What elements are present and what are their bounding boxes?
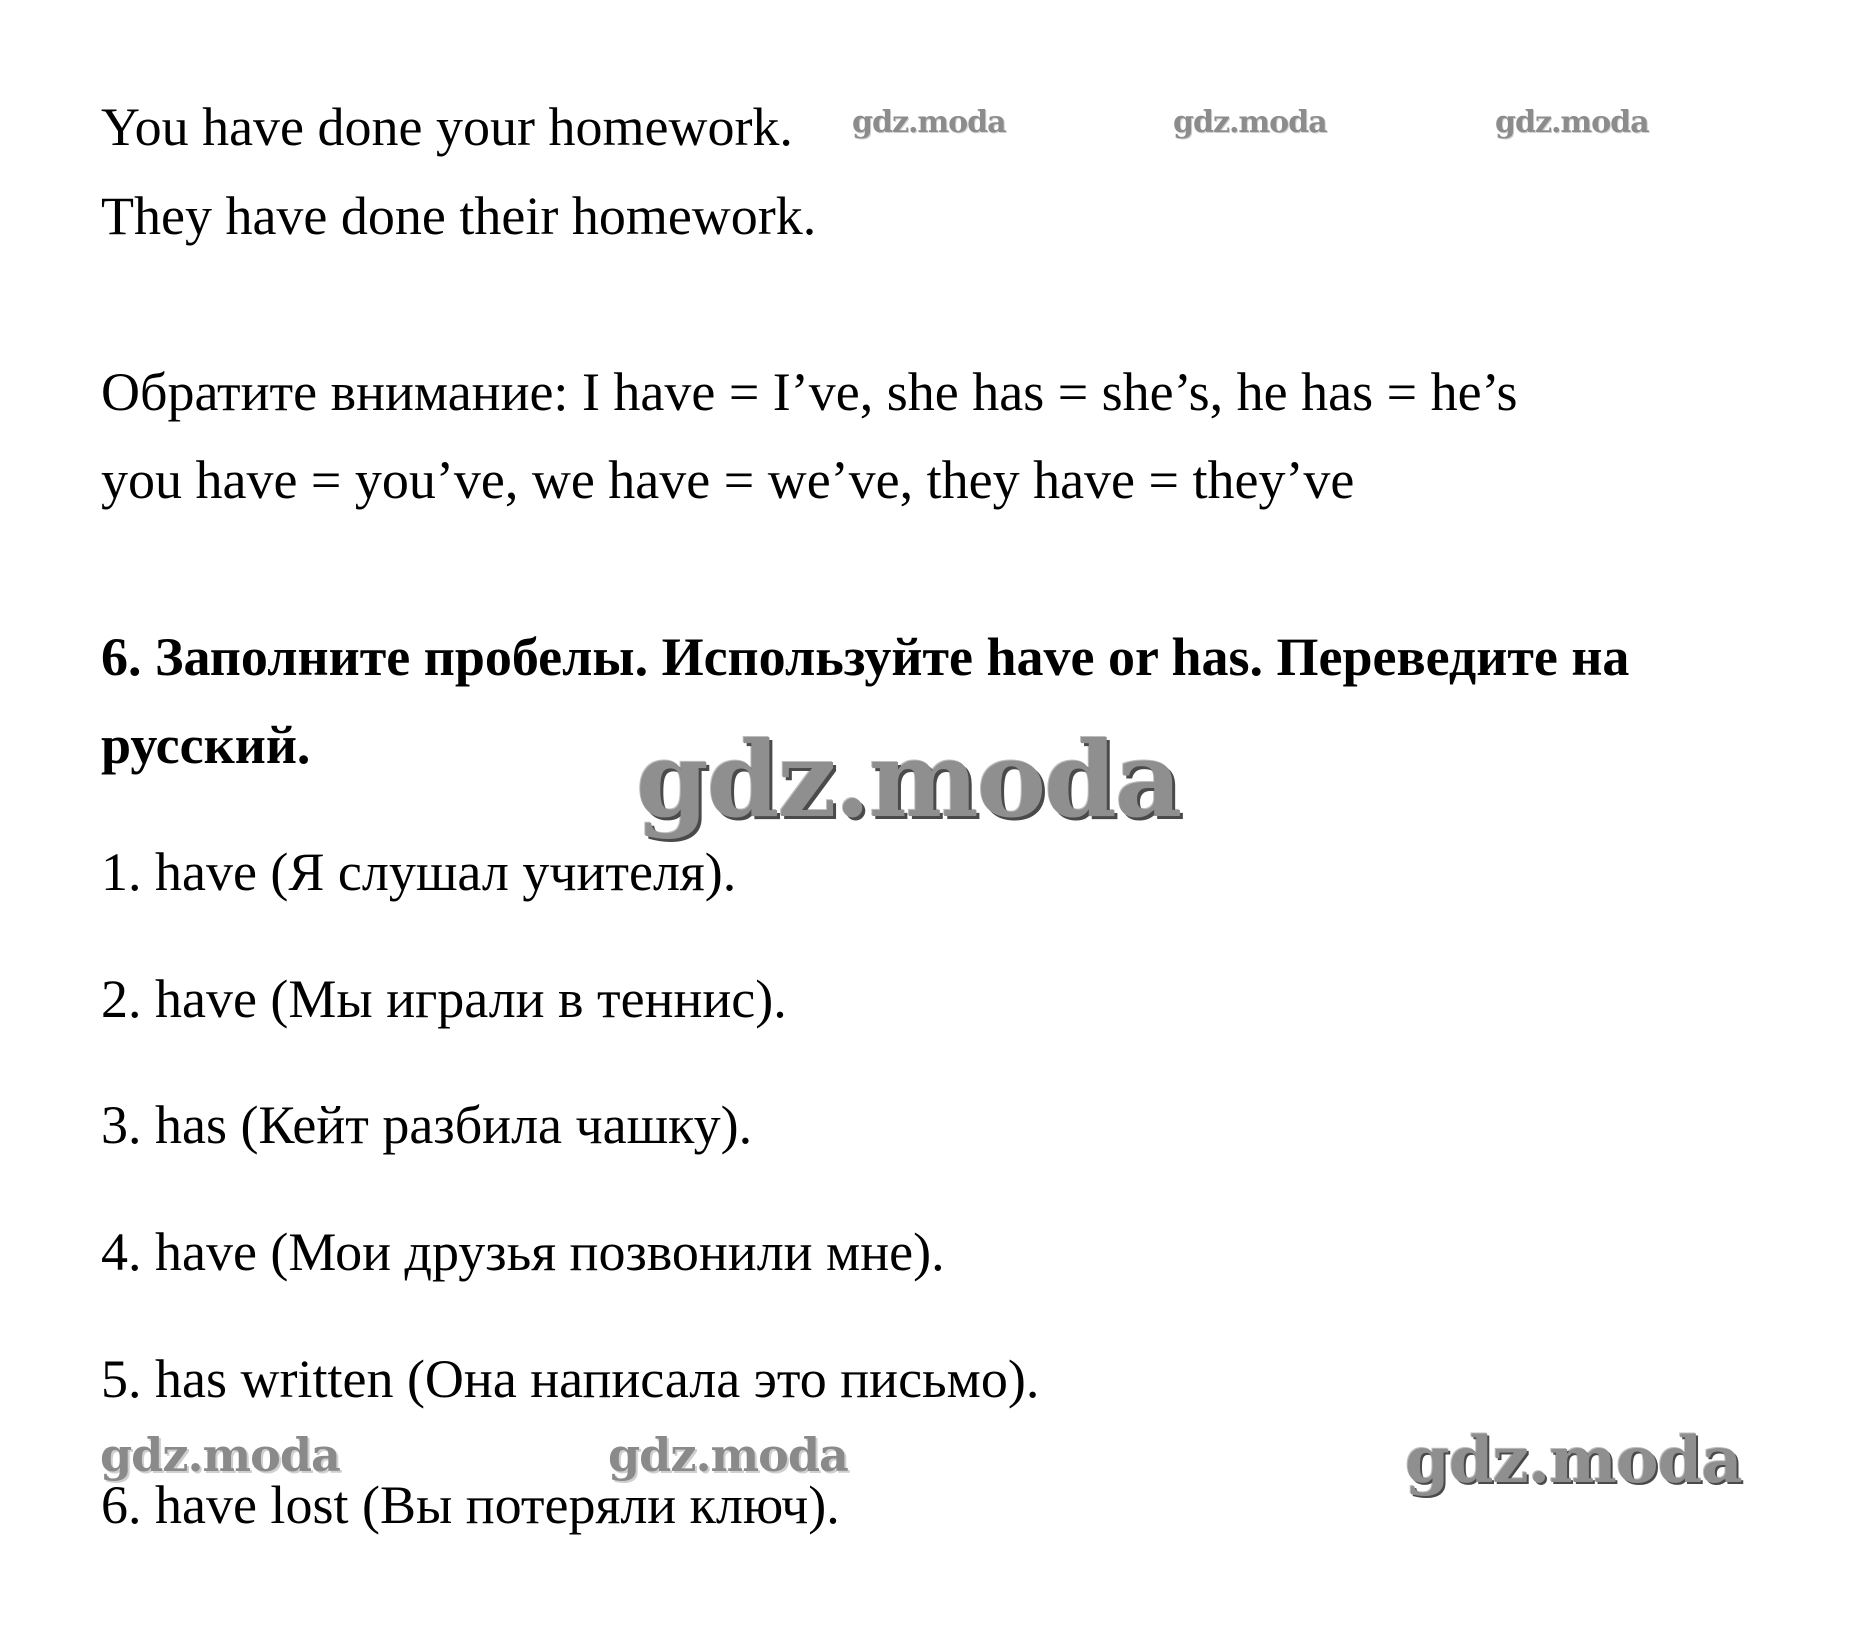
- answer-6: 6. have lost (Вы потеряли ключ).: [101, 1475, 840, 1535]
- note-line-1: Обратите внимание: I have = I’ve, she has = she’s, he has = he’s: [101, 362, 1518, 422]
- watermark-bottom-right: gdz.moda: [1405, 1423, 1742, 1498]
- answer-5: 5. has written (Она написала это письмо).: [101, 1349, 1040, 1409]
- text-line-1: You have done your homework.: [101, 97, 793, 157]
- task-heading-line-2: русский.: [101, 715, 311, 775]
- answer-4: 4. have (Мои друзья позвонили мне).: [101, 1222, 945, 1282]
- watermark-bottom-center: gdz.moda: [608, 1428, 848, 1482]
- watermark-top-1: gdz.moda: [852, 105, 1006, 140]
- note-line-2: you have = you’ve, we have = we’ve, they have = they’ve: [101, 450, 1355, 510]
- text-line-2: They have done their homework.: [101, 186, 817, 246]
- answer-3: 3. has (Кейт разбила чашку).: [101, 1095, 753, 1155]
- task-heading-line-1: 6. Заполните пробелы. Используйте have or has. Переведите на: [101, 627, 1630, 687]
- watermark-bottom-left: gdz.moda: [100, 1428, 340, 1482]
- watermark-top-2: gdz.moda: [1173, 105, 1327, 140]
- watermark-center-large: gdz.moda: [636, 718, 1181, 841]
- answer-2: 2. have (Мы играли в теннис).: [101, 969, 787, 1029]
- answer-1: 1. have (Я слушал учителя).: [101, 842, 737, 902]
- watermark-top-3: gdz.moda: [1495, 105, 1649, 140]
